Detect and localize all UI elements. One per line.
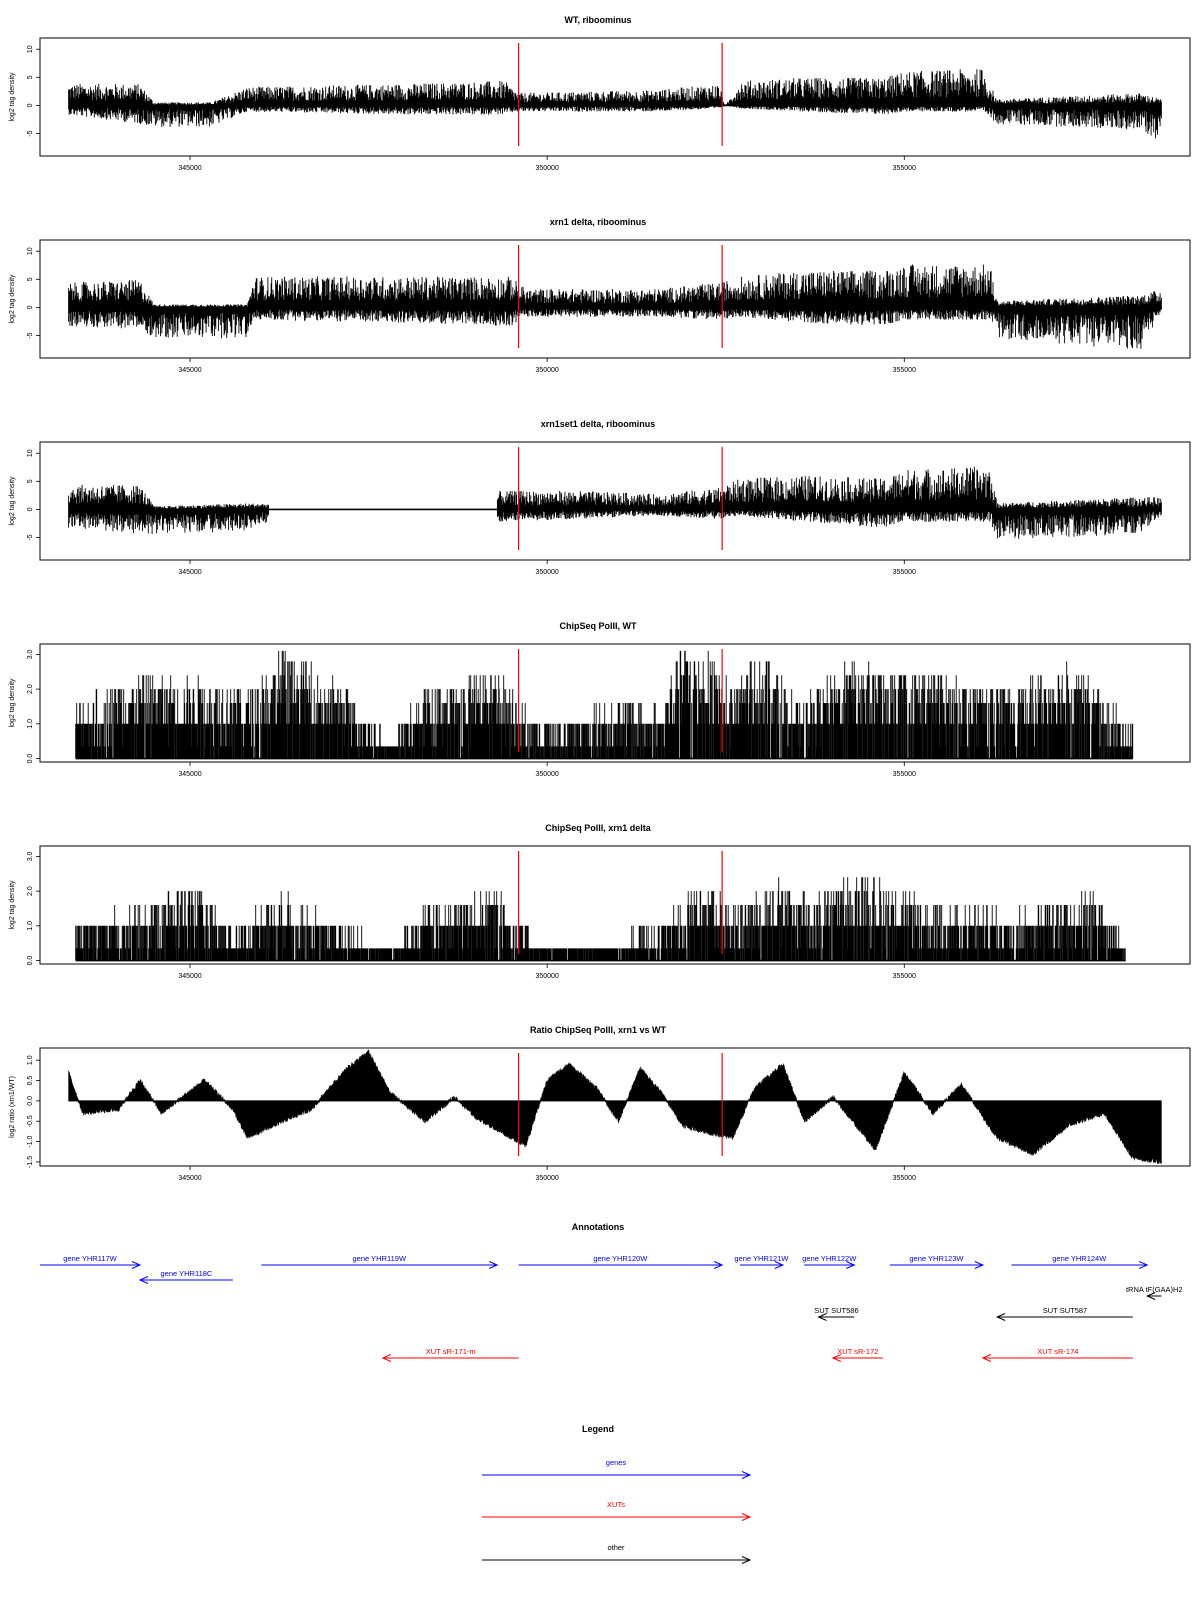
- y-tick-label: -1.0: [27, 1135, 34, 1148]
- x-tick-label: 355000: [892, 569, 916, 576]
- y-axis-label: log2 ratio (xrn1/WT): [9, 1076, 16, 1138]
- feature-label: XUT sR-171-m: [425, 1347, 476, 1356]
- y-tick-label: 10: [27, 45, 34, 54]
- panel-title: WT, riboominus: [564, 15, 632, 25]
- y-tick-label: -0.5: [27, 1115, 34, 1128]
- legend-label: XUTs: [607, 1500, 625, 1509]
- feature-gene: [734, 1254, 789, 1269]
- y-axis-label: log2 tag density: [9, 274, 16, 324]
- y-axis-label: log2 tag density: [9, 880, 16, 930]
- x-tick-label: 350000: [535, 569, 559, 576]
- feature-label: gene YHR120W: [593, 1254, 648, 1263]
- x-tick-label: 345000: [178, 1175, 202, 1182]
- y-tick-label: -5: [27, 130, 34, 137]
- legend-section: [482, 1424, 750, 1564]
- y-tick-label: 0.0: [27, 955, 34, 966]
- x-tick-label: 350000: [535, 771, 559, 778]
- annotations-title: Annotations: [571, 1222, 625, 1232]
- y-tick-label: 0: [27, 507, 34, 512]
- x-tick-label: 350000: [535, 973, 559, 980]
- plot-frame: [40, 38, 1190, 156]
- signal-bar-series: [76, 877, 1126, 960]
- signal-bar-series: [76, 651, 1133, 759]
- feature-other: [997, 1306, 1133, 1321]
- feature-gene: [519, 1254, 723, 1269]
- feature-label: XUT sR-172: [837, 1347, 879, 1356]
- y-tick-label: 2.0: [27, 886, 34, 896]
- x-tick-label: 355000: [892, 165, 916, 172]
- y-tick-label: 5: [27, 75, 34, 80]
- y-tick-label: -5: [27, 534, 34, 541]
- panel-title: ChipSeq PolII, WT: [559, 621, 637, 631]
- panel-3: [9, 419, 1190, 576]
- legend-item-xut: [482, 1500, 750, 1521]
- feature-xut: [833, 1347, 883, 1362]
- y-axis-label: log2 tag density: [9, 476, 16, 526]
- feature-other: [814, 1306, 858, 1321]
- y-tick-label: 0.0: [27, 1096, 34, 1106]
- y-tick-label: 0.5: [27, 1075, 34, 1086]
- y-tick-label: 1.0: [27, 1055, 34, 1066]
- feature-gene: [1011, 1254, 1147, 1269]
- panel-2: [9, 217, 1190, 374]
- x-tick-label: 350000: [535, 1175, 559, 1182]
- feature-xut: [983, 1347, 1133, 1362]
- feature-label: SUT SUT586: [814, 1306, 859, 1315]
- legend-label: other: [607, 1543, 625, 1552]
- feature-gene: [261, 1254, 497, 1269]
- feature-label: gene YHR122W: [802, 1254, 857, 1263]
- signal-bar-series: [69, 467, 1162, 539]
- y-tick-label: 10: [27, 449, 34, 458]
- x-tick-label: 350000: [535, 165, 559, 172]
- x-tick-label: 345000: [178, 771, 202, 778]
- y-tick-label: 0: [27, 103, 34, 108]
- x-tick-label: 345000: [178, 973, 202, 980]
- y-tick-label: 1.0: [27, 920, 34, 931]
- feature-label: gene YHR124W: [1052, 1254, 1107, 1263]
- x-tick-label: 345000: [178, 569, 202, 576]
- ratio-area: [69, 1050, 1162, 1164]
- x-tick-label: 355000: [892, 771, 916, 778]
- signal-bars: [69, 69, 1162, 138]
- y-tick-label: -5: [27, 332, 34, 339]
- feature-label: gene YHR123W: [909, 1254, 964, 1263]
- y-tick-label: 0.0: [27, 753, 34, 764]
- signal-bars: [76, 651, 1133, 759]
- feature-label: tRNA tF(GAA)H2: [1125, 1285, 1183, 1294]
- panel-title: Ratio ChipSeq PolII, xrn1 vs WT: [529, 1025, 667, 1035]
- x-tick-label: 345000: [178, 165, 202, 172]
- signal-bar-series: [69, 69, 1162, 138]
- x-tick-label: 350000: [535, 367, 559, 374]
- feature-other: [1126, 1285, 1183, 1300]
- panel-4: [9, 621, 1190, 778]
- signal-bars: [76, 877, 1126, 960]
- feature-xut: [383, 1347, 519, 1362]
- panel-5: [9, 823, 1190, 980]
- y-axis-label: log2 tag density: [9, 678, 16, 728]
- y-tick-label: -1.5: [27, 1155, 34, 1168]
- panel-1: [9, 15, 1190, 172]
- legend-item-gene: [482, 1458, 750, 1479]
- track-panels: [9, 15, 1190, 1182]
- y-tick-label: 2.0: [27, 684, 34, 694]
- feature-gene: [802, 1254, 857, 1269]
- x-tick-label: 355000: [892, 973, 916, 980]
- panel-title: ChipSeq PolII, xrn1 delta: [545, 823, 651, 833]
- y-tick-label: 10: [27, 247, 34, 256]
- y-axis-label: log2 tag density: [9, 72, 16, 122]
- feature-label: gene YHR119W: [352, 1254, 407, 1263]
- feature-gene: [140, 1269, 233, 1284]
- y-tick-label: 0: [27, 305, 34, 310]
- y-tick-label: 5: [27, 277, 34, 282]
- feature-label: gene YHR121W: [734, 1254, 789, 1263]
- feature-label: SUT SUT587: [1042, 1306, 1088, 1315]
- y-tick-label: 1.0: [27, 718, 34, 729]
- x-tick-label: 355000: [892, 367, 916, 374]
- x-tick-label: 355000: [892, 1175, 916, 1182]
- panel-title: xrn1set1 delta, riboominus: [540, 419, 656, 429]
- legend-item-other: [482, 1543, 750, 1564]
- panel-title: xrn1 delta, riboominus: [549, 217, 647, 227]
- feature-gene: [890, 1254, 983, 1269]
- y-tick-label: 3.0: [27, 851, 34, 862]
- feature-gene: [40, 1254, 140, 1269]
- y-tick-label: 3.0: [27, 649, 34, 660]
- x-tick-label: 345000: [178, 367, 202, 374]
- feature-label: gene YHR118C: [160, 1269, 213, 1278]
- feature-label: gene YHR117W: [63, 1254, 117, 1263]
- signal-bars: [69, 467, 1162, 539]
- panel-6: [9, 1025, 1190, 1182]
- annotations-section: [40, 1222, 1183, 1362]
- feature-label: XUT sR-174: [1037, 1347, 1079, 1356]
- legend-label: genes: [605, 1458, 627, 1467]
- y-tick-label: 5: [27, 479, 34, 484]
- legend-title: Legend: [581, 1424, 615, 1434]
